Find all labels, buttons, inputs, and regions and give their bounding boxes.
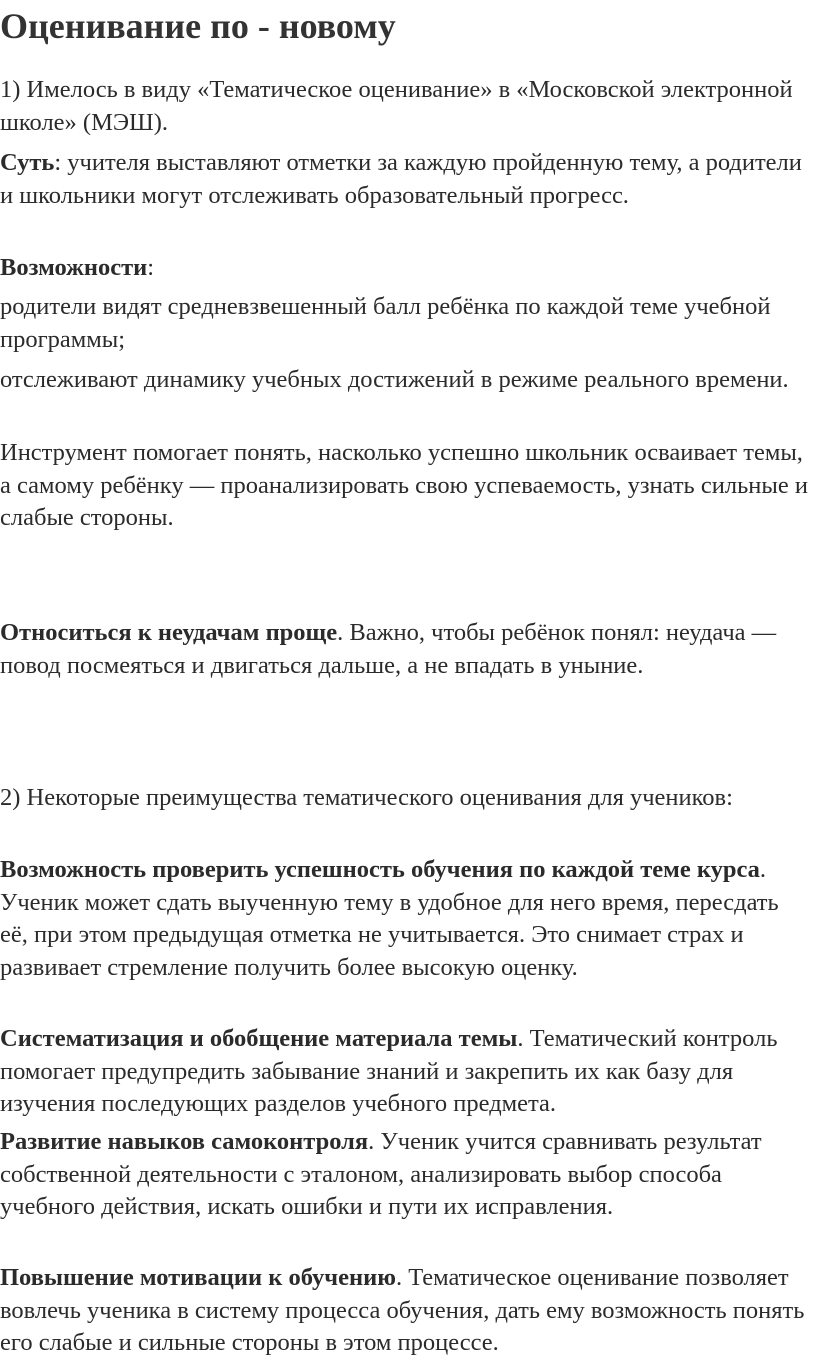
opportunities-label: Возможности bbox=[0, 254, 148, 281]
section2-intro: 2) Некоторые преимущества тематического оценивания для учеников: bbox=[0, 784, 733, 811]
opportunities-heading bbox=[0, 252, 812, 285]
essence-text: : учителя выставляют отметки за каждую пройденную тему, а родители и школьники могут отслеживать образовательный прогресс. bbox=[0, 149, 802, 209]
essence-label: Суть bbox=[0, 149, 55, 176]
opportunity-item-2: отслеживают динамику учебных достижений в режиме реального времени. bbox=[0, 366, 789, 393]
advantage-4-text: . Тематическое оценивание позволяет вовлечь ученика в систему процесса обучения, дать ему возможность понять его слабые и сильные стороны в этом процессе. bbox=[0, 1264, 805, 1356]
opportunity-item-1: родители видят средневзвешенный балл ребёнка по каждой теме учебной программы; bbox=[0, 293, 771, 353]
failure-text: . Важно, чтобы ребёнок понял: неудача — повод посмеяться и двигаться дальше, а не впадать в уныние. bbox=[0, 619, 777, 679]
tool-paragraph: Инструмент помогает понять, насколько успешно школьник осваивает темы, а самому ребёнку — проанализировать свою успеваемость, узнать сильные и слабые стороны. bbox=[0, 439, 808, 531]
advantage-3-label: Развитие навыков самоконтроля bbox=[0, 1128, 369, 1155]
essence-paragraph bbox=[0, 147, 812, 212]
page-title: Оценивание по - новому bbox=[0, 6, 396, 46]
advantage-2 bbox=[0, 1023, 812, 1121]
advantage-4-label: Повышение мотивации к обучению bbox=[0, 1264, 396, 1291]
advantage-2-text: . Тематический контроль помогает предупредить забывание знаний и закрепить их как базу для изучения последующих разделов учебного предмета. bbox=[0, 1025, 778, 1117]
advantage-2-label: Систематизация и обобщение материала темы bbox=[0, 1025, 518, 1052]
advantage-4 bbox=[0, 1262, 812, 1360]
failure-paragraph bbox=[0, 617, 812, 682]
failure-label: Относиться к неудачам проще bbox=[0, 619, 338, 646]
advantage-1-text: . Ученик может сдать выученную тему в удобное для него время, пересдать её, при этом предыдущая отметка не учитывается. Это снимает страх и развивает стремление получить более высокую оценку. bbox=[0, 856, 779, 981]
advantage-3-text: . Ученик учится сравнивать результат собственной деятельности с эталоном, анализировать выбор способа учебного действия, искать ошибки и пути их исправления. bbox=[0, 1128, 762, 1220]
advantage-3 bbox=[0, 1126, 812, 1224]
advantage-1-label: Возможность проверить успешность обучения по каждой теме курса bbox=[0, 856, 760, 883]
section1-intro: 1) Имелось в виду «Тематическое оценивание» в «Московской электронной школе» (МЭШ). bbox=[0, 76, 793, 136]
opportunities-colon: : bbox=[147, 254, 155, 281]
advantage-1 bbox=[0, 854, 812, 984]
